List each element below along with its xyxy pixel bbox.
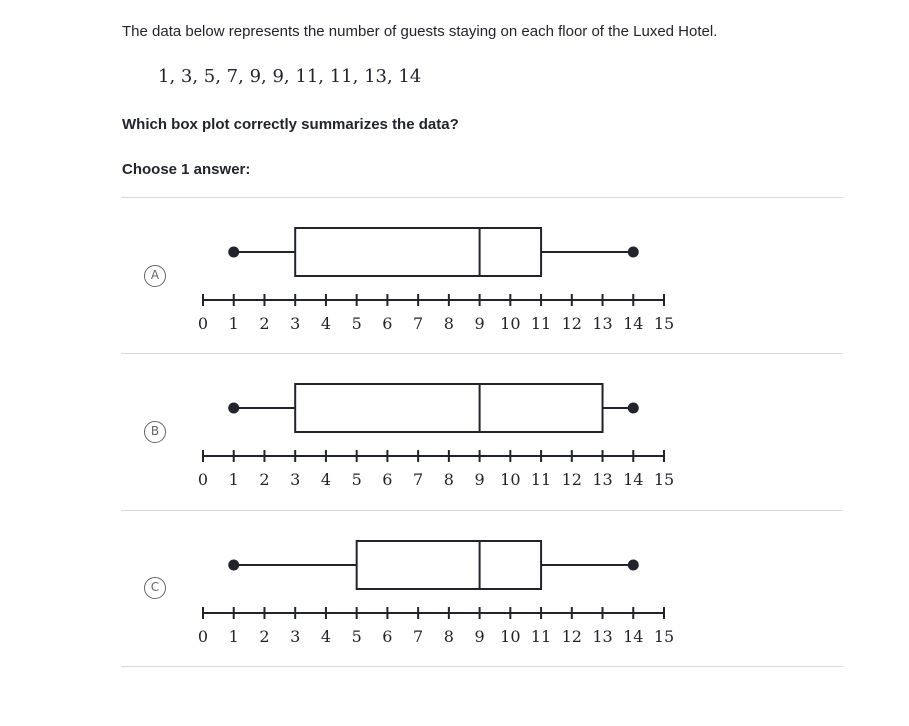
tick-label: 12	[561, 470, 582, 489]
tick-label: 10	[500, 627, 521, 646]
answer-instruction: Choose 1 answer:	[122, 161, 251, 178]
dataset-values: 1, 3, 5, 7, 9, 9, 11, 11, 13, 14	[158, 66, 422, 87]
tick-label: 8	[443, 314, 454, 333]
tick-label: 4	[320, 470, 332, 489]
tick-label: 1	[228, 314, 239, 333]
tick-label: 9	[474, 627, 485, 646]
tick-label: 6	[382, 314, 393, 333]
divider	[121, 666, 843, 667]
tick-label: 2	[259, 470, 270, 489]
min-point-a	[228, 247, 239, 258]
tick-label: 3	[290, 314, 301, 333]
tick-label: 14	[623, 470, 644, 489]
choice-letter-b: B	[144, 421, 166, 443]
tick-label: 3	[290, 627, 301, 646]
tick-label: 9	[474, 470, 485, 489]
tick-label: 9	[474, 314, 485, 333]
box-plot-c	[121, 511, 843, 666]
tick-label: 14	[623, 314, 644, 333]
tick-label: 4	[320, 314, 332, 333]
box-plot-a	[121, 198, 843, 353]
tick-label: 6	[382, 470, 393, 489]
choice-c[interactable]	[121, 511, 843, 666]
max-point-c	[628, 560, 639, 571]
tick-label: 11	[530, 314, 552, 333]
min-point-b	[228, 403, 239, 414]
tick-label: 10	[500, 314, 521, 333]
tick-label: 0	[197, 314, 209, 333]
tick-label: 5	[351, 627, 362, 646]
min-point-c	[228, 560, 239, 571]
tick-label: 8	[443, 627, 454, 646]
tick-label: 0	[197, 470, 209, 489]
tick-label: 7	[413, 627, 424, 646]
tick-label: 2	[259, 627, 270, 646]
tick-label: 11	[530, 627, 552, 646]
tick-label: 6	[382, 627, 393, 646]
tick-label: 12	[561, 627, 582, 646]
tick-label: 13	[592, 314, 613, 333]
tick-label: 4	[320, 627, 332, 646]
tick-label: 0	[197, 627, 209, 646]
tick-label: 15	[653, 627, 675, 646]
choice-letter-a: A	[144, 265, 166, 287]
tick-label: 11	[530, 470, 552, 489]
tick-label: 3	[290, 470, 301, 489]
choice-a[interactable]	[121, 198, 843, 353]
tick-label: 8	[443, 470, 454, 489]
tick-label: 13	[592, 627, 613, 646]
tick-label: 7	[413, 470, 424, 489]
tick-label: 15	[653, 470, 675, 489]
tick-label: 1	[228, 470, 239, 489]
choice-b[interactable]	[121, 354, 843, 509]
question-intro: The data below represents the number of guests staying on each floor of the Luxed Hotel.	[122, 23, 718, 40]
tick-label: 13	[592, 470, 613, 489]
max-point-a	[628, 247, 639, 258]
box-a	[295, 228, 541, 276]
box-c	[357, 541, 541, 589]
tick-label: 1	[228, 627, 239, 646]
choice-letter-c: C	[144, 577, 166, 599]
tick-label: 10	[500, 470, 521, 489]
tick-label: 7	[413, 314, 424, 333]
tick-label: 5	[351, 314, 362, 333]
box-b	[295, 384, 602, 432]
tick-label: 5	[351, 470, 362, 489]
max-point-b	[628, 403, 639, 414]
question-prompt: Which box plot correctly summarizes the data?	[122, 116, 459, 133]
tick-label: 15	[653, 314, 675, 333]
tick-label: 2	[259, 314, 270, 333]
box-plot-b	[121, 354, 843, 509]
tick-label: 14	[623, 627, 644, 646]
tick-label: 12	[561, 314, 582, 333]
